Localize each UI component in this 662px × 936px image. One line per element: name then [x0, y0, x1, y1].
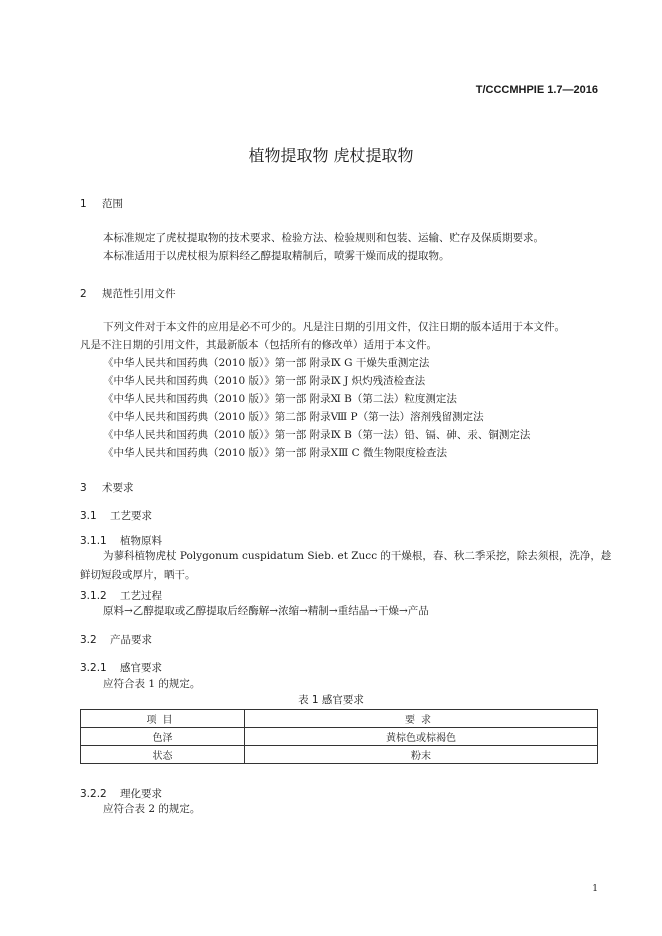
- column-header: 项目: [81, 710, 245, 728]
- section-3-heading: [80, 480, 134, 495]
- subsection-3-2-2-heading: [80, 786, 162, 801]
- paragraph: 本标准规定了虎杖提取物的技术要求、检验方法、检验规则和包装、运输、贮存及保质期要求。: [103, 232, 544, 244]
- paragraph: 应符合表 1 的规定。: [103, 678, 201, 690]
- table-row: [81, 728, 598, 746]
- reference-item: 《中华人民共和国药典（2010 版）》第一部 附录Ⅸ G 干燥失重测定法: [103, 357, 430, 369]
- table-cell: 黄棕色或棕褐色: [245, 728, 598, 746]
- section-number: 3.2: [80, 634, 97, 646]
- reference-item: 《中华人民共和国药典（2010 版）》第一部 附录Ⅸ B（第一法）铅、镉、砷、汞、铜测定法: [103, 429, 531, 441]
- section-2-heading: [80, 286, 176, 301]
- reference-item: 《中华人民共和国药典（2010 版）》第二部 附录Ⅷ P（第一法）溶剂残留测定法: [103, 411, 484, 423]
- paragraph: 本标准适用于以虎杖根为原料经乙醇提取精制后，喷雾干燥而成的提取物。: [103, 250, 450, 262]
- column-header: 要求: [245, 710, 598, 728]
- reference-item: 《中华人民共和国药典（2010 版）》第一部 附录Ⅺ B（第二法）粒度测定法: [103, 393, 457, 405]
- paragraph: 为蓼科植物虎杖 Polygonum cuspidatum Sieb. et Zucc 的干燥根，春、秋二季采挖，除去须根，洗净，趁: [103, 550, 612, 562]
- subsection-3-1-2-heading: [80, 588, 162, 603]
- section-title: 理化要求: [120, 788, 162, 800]
- table-header-row: [81, 710, 598, 728]
- section-number: 3.1.1: [80, 535, 107, 547]
- section-number: 3.2.1: [80, 662, 107, 674]
- table-caption: 表 1 感官要求: [298, 694, 364, 706]
- paragraph: 应符合表 2 的规定。: [103, 803, 201, 815]
- table-cell: 粉末: [245, 746, 598, 764]
- table-cell: 状态: [81, 746, 245, 764]
- subsection-3-2-heading: [80, 632, 152, 647]
- subsection-3-2-1-heading: [80, 660, 162, 675]
- section-title: 植物原料: [120, 535, 162, 547]
- paragraph: 鲜切短段或厚片，晒干。: [80, 569, 196, 581]
- section-number: 3: [80, 482, 87, 494]
- section-number: 2: [80, 288, 87, 300]
- section-title: 工艺过程: [120, 590, 162, 602]
- page-number: 1: [592, 884, 598, 894]
- paragraph: 原料→乙醇提取或乙醇提取后经酶解→浓缩→精制→重结晶→干燥→产品: [103, 605, 429, 617]
- section-title: 感官要求: [120, 662, 162, 674]
- document-title: 植物提取物 虎杖提取物: [248, 146, 414, 165]
- subsection-3-1-heading: [80, 508, 152, 523]
- sensory-requirements-table: [80, 709, 598, 764]
- subsection-3-1-1-heading: [80, 533, 162, 548]
- section-number: 1: [80, 198, 87, 210]
- section-title: 工艺要求: [110, 510, 152, 522]
- section-title: 产品要求: [110, 634, 152, 646]
- section-number: 3.1.2: [80, 590, 107, 602]
- section-1-heading: [80, 196, 123, 211]
- section-title: 术要求: [102, 482, 134, 494]
- reference-item: 《中华人民共和国药典（2010 版）》第一部 附录ⅩⅢ C 微生物限度检查法: [103, 447, 447, 459]
- table-cell: 色泽: [81, 728, 245, 746]
- section-title: 范围: [102, 198, 123, 210]
- section-number: 3.1: [80, 510, 97, 522]
- section-number: 3.2.2: [80, 788, 107, 800]
- section-title: 规范性引用文件: [102, 288, 176, 300]
- paragraph: 凡是不注日期的引用文件，其最新版本（包括所有的修改单）适用于本文件。: [80, 339, 437, 351]
- paragraph: 下列文件对于本文件的应用是必不可少的。凡是注日期的引用文件，仅注日期的版本适用于本文件。: [103, 321, 565, 333]
- table-row: [81, 746, 598, 764]
- reference-item: 《中华人民共和国药典（2010 版）》第一部 附录Ⅸ J 炽灼残渣检查法: [103, 375, 426, 387]
- standard-code: T/CCCMHPIE 1.7—2016: [475, 84, 598, 96]
